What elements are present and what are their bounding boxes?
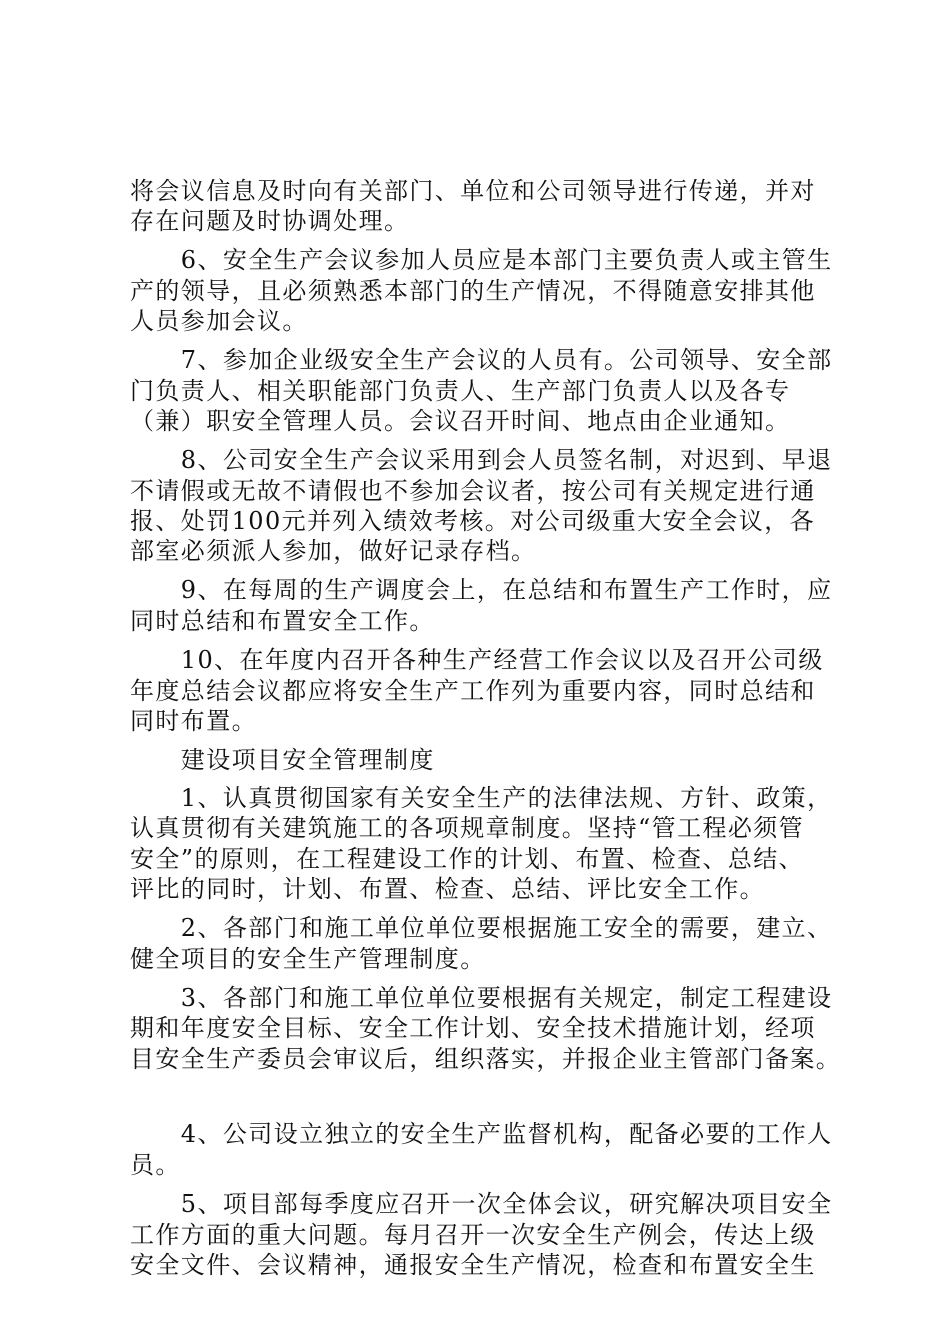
text-line: 人员参加会议。 <box>130 307 308 335</box>
text-line: 同时布置。 <box>130 707 257 735</box>
text-line: 年度总结会议都应将安全生产工作列为重要内容，同时总结和 <box>130 677 816 705</box>
text-line: 4、公司设立独立的安全生产监督机构，配备必要的工作人 <box>130 1120 833 1148</box>
text-line: 2、各部门和施工单位单位要根据施工安全的需要，建立、 <box>130 914 833 942</box>
section-heading: 建设项目安全管理制度 <box>130 746 435 774</box>
text-line: 10、在年度内召开各种生产经营工作会议以及召开公司级 <box>130 646 824 674</box>
text-line: 健全项目的安全生产管理制度。 <box>130 945 486 973</box>
text-line: 工作方面的重大问题。每月召开一次安全生产例会，传达上级 <box>130 1221 816 1249</box>
text-line: 安全文件、会议精神，通报安全生产情况，检查和布置安全生 <box>130 1251 816 1279</box>
text-line: 3、各部门和施工单位单位要根据有关规定，制定工程建设 <box>130 984 833 1012</box>
text-line: 目安全生产委员会审议后，组织落实，并报企业主管部门备案。 <box>130 1045 842 1073</box>
text-line: （兼）职安全管理人员。会议召开时间、地点由企业通知。 <box>130 407 791 435</box>
text-line: 8、公司安全生产会议采用到会人员签名制，对迟到、早退 <box>130 446 833 474</box>
text-line: 安全”的原则，在工程建设工作的计划、布置、检查、总结、 <box>130 845 805 873</box>
text-line: 期和年度安全目标、安全工作计划、安全技术措施计划，经项 <box>130 1014 816 1042</box>
text-line: 同时总结和布置安全工作。 <box>130 607 435 635</box>
text-line: 存在问题及时协调处理。 <box>130 207 410 235</box>
text-line: 部室必须派人参加，做好记录存档。 <box>130 537 537 565</box>
text-line: 7、参加企业级安全生产会议的人员有。公司领导、安全部 <box>130 346 833 374</box>
text-line: 认真贯彻有关建筑施工的各项规章制度。坚持“管工程必须管 <box>130 814 805 842</box>
text-line: 将会议信息及时向有关部门、单位和公司领导进行传递，并对 <box>130 177 816 205</box>
text-line: 不请假或无故不请假也不参加会议者，按公司有关规定进行通 <box>130 477 816 505</box>
text-line: 1、认真贯彻国家有关安全生产的法律法规、方针、政策， <box>130 784 833 812</box>
text-line: 9、在每周的生产调度会上，在总结和布置生产工作时，应 <box>130 576 833 604</box>
text-line: 门负责人、相关职能部门负责人、生产部门负责人以及各专 <box>130 377 791 405</box>
text-line: 产的领导，且必须熟悉本部门的生产情况，不得随意安排其他 <box>130 277 816 305</box>
text-line: 报、处罚100元并列入绩效考核。对公司级重大安全会议，各 <box>130 507 816 535</box>
text-line: 5、项目部每季度应召开一次全体会议，研究解决项目安全 <box>130 1190 833 1218</box>
text-line: 评比的同时，计划、布置、检查、总结、评比安全工作。 <box>130 875 765 903</box>
text-line: 员。 <box>130 1151 181 1179</box>
text-line: 6、安全生产会议参加人员应是本部门主要负责人或主管生 <box>130 246 833 274</box>
